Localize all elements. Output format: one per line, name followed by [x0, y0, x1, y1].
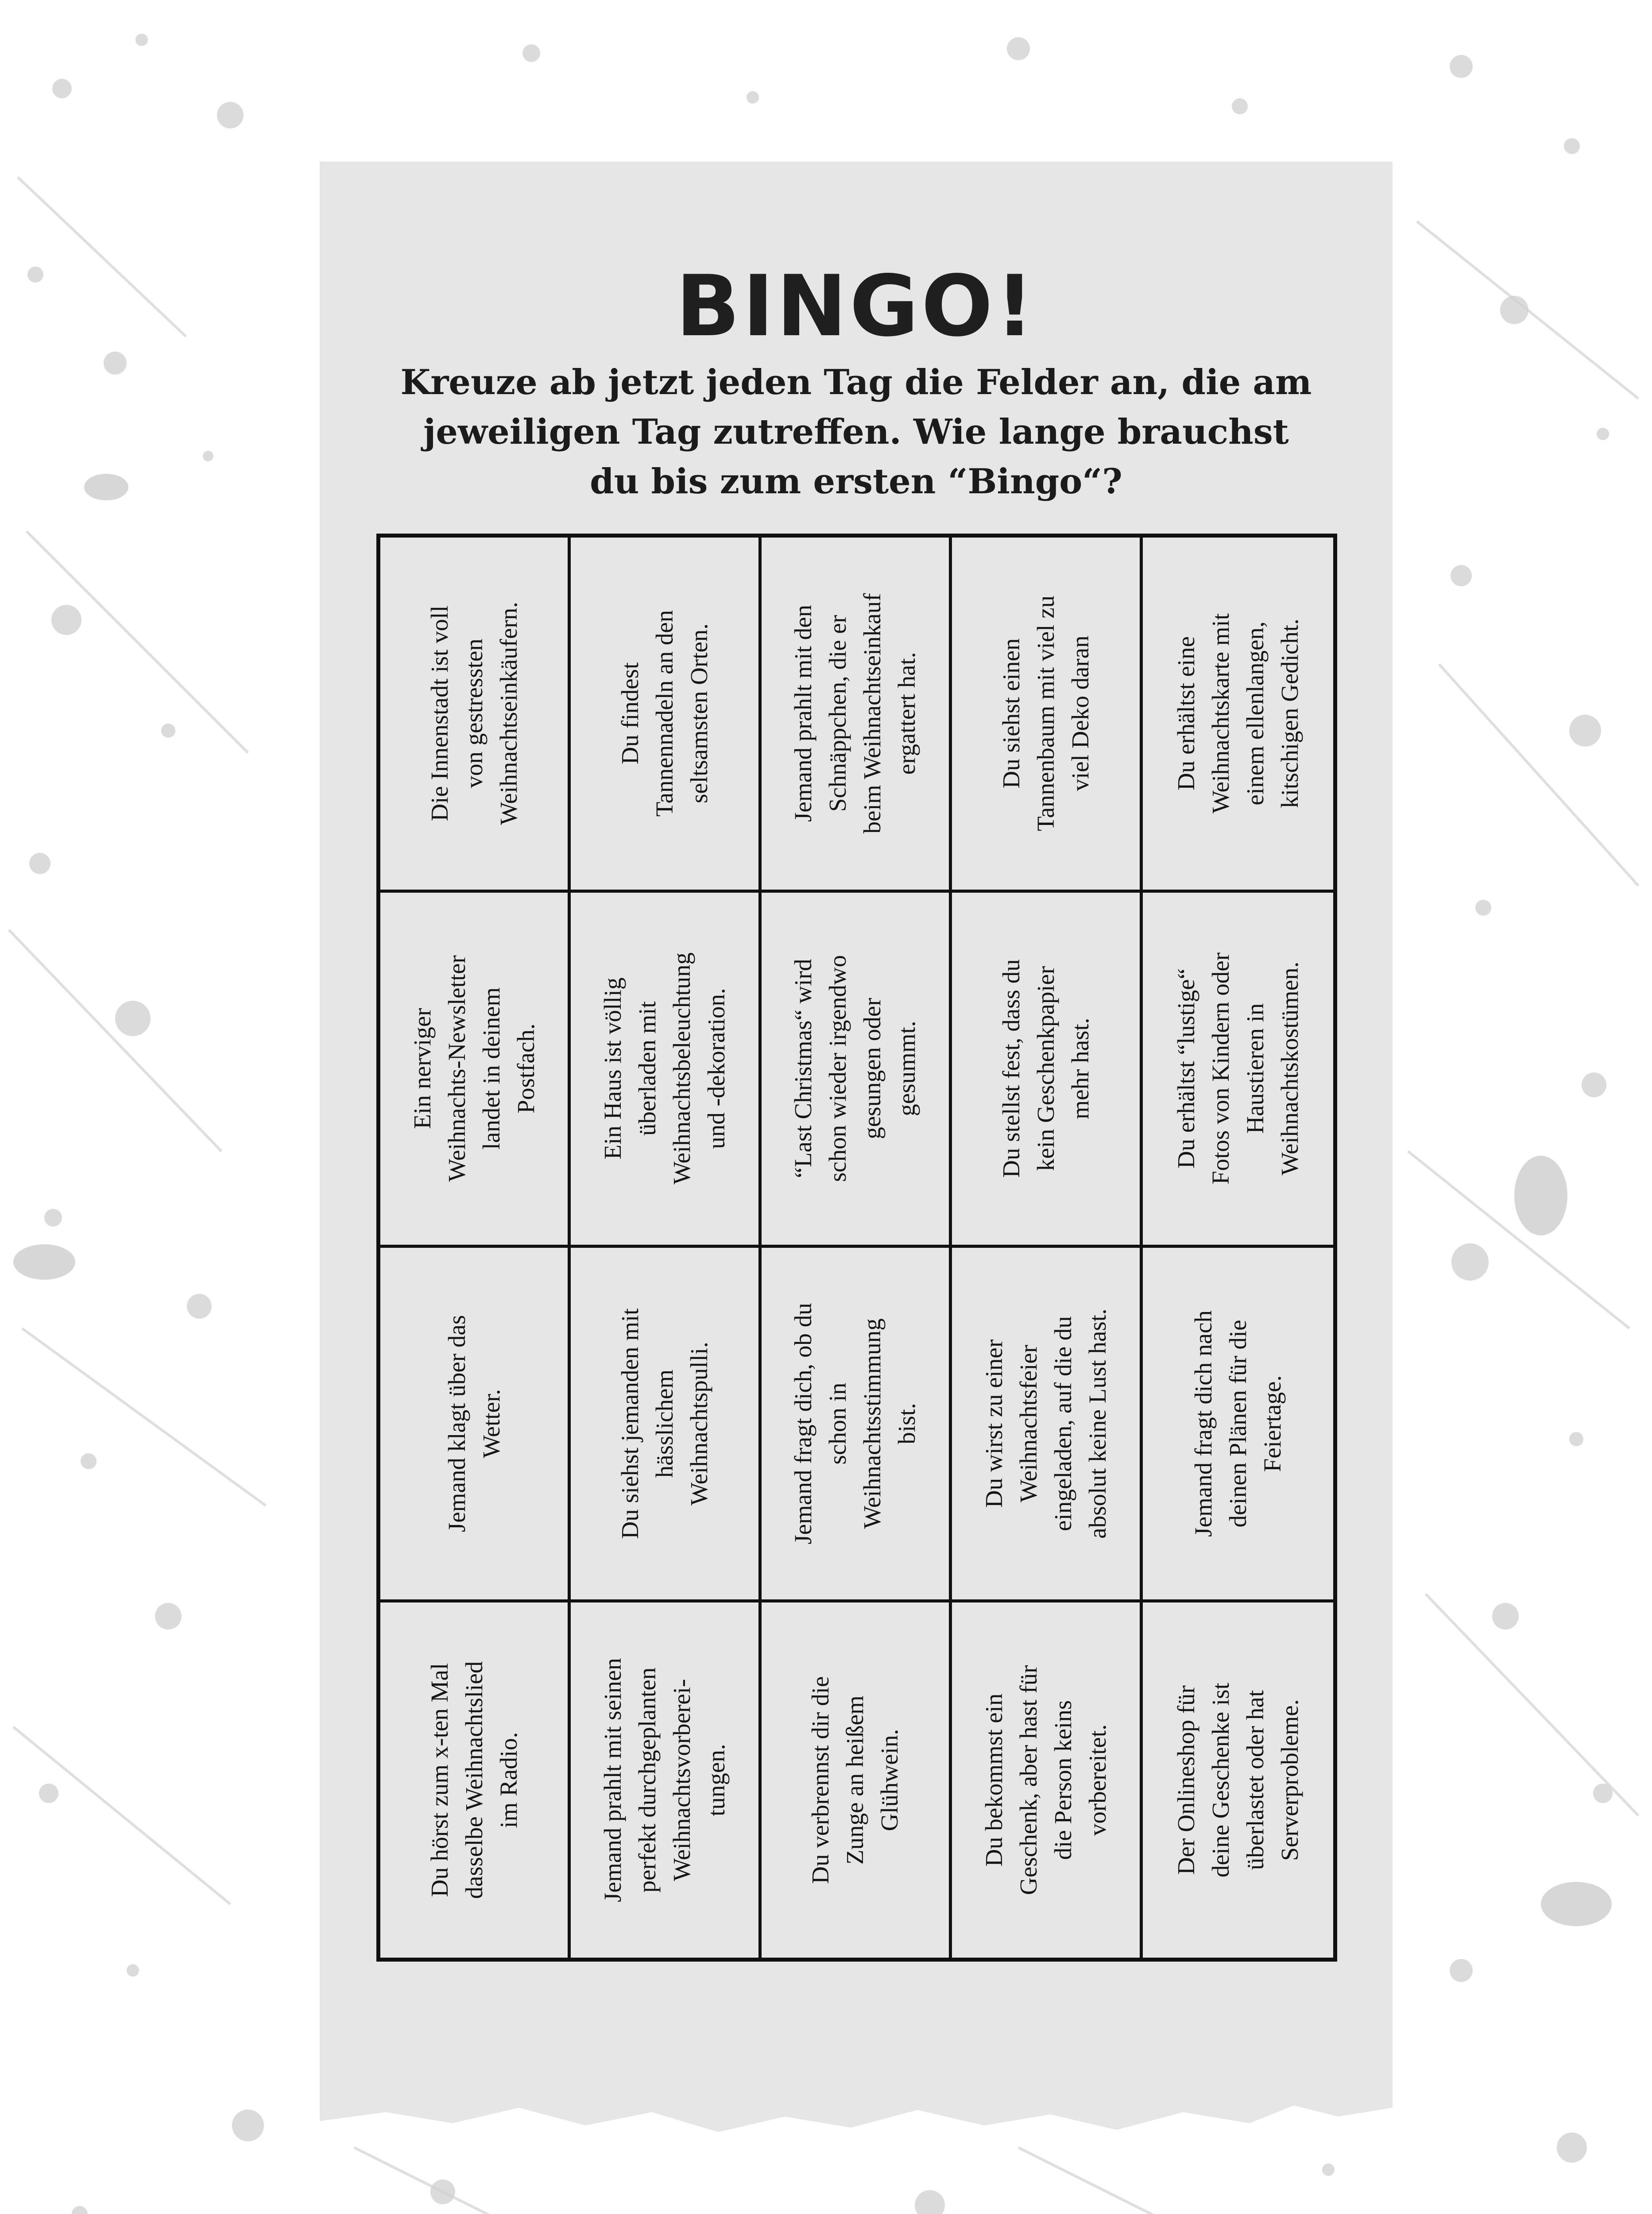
bingo-cell-text: Der Onlineshop für deine Geschenke ist überlastet oder hat Serverprobleme.	[1172, 1683, 1303, 1878]
instructions-text: Kreuze ab jetzt jeden Tag die Felder an, die am jeweiligen Tag zutreffen. Wie lange brauchst du bis zum ersten “Bingo“?	[400, 362, 1312, 502]
bingo-cell-text: Du erhältst eine Weihnachtskarte mit einem ellenlangen, kitschigen Gedicht.	[1172, 613, 1303, 814]
bingo-cell[interactable]	[571, 1248, 761, 1603]
bingo-cell-text: Du siehst jemanden mit hässlichem Weihnachtspulli.	[616, 1308, 713, 1539]
page-title: BINGO!	[676, 257, 1037, 356]
bingo-cell[interactable]	[952, 893, 1142, 1248]
bingo-cell[interactable]	[380, 538, 571, 893]
bingo-cell[interactable]	[380, 1248, 571, 1603]
bingo-cell[interactable]	[1143, 893, 1333, 1248]
bingo-cell[interactable]	[762, 893, 952, 1248]
bingo-cell[interactable]	[571, 893, 761, 1248]
bingo-cell[interactable]	[571, 538, 761, 893]
bingo-cell-text: Du erhältst “lustige“ Fotos von Kindern oder Haustieren in Weihnachtskostümen.	[1172, 952, 1303, 1185]
bingo-cell-text: Du verbrennst dir die Zunge an heißem Glühwein.	[807, 1676, 903, 1884]
bingo-cell[interactable]	[1143, 1602, 1333, 1958]
bingo-cell-text: Du hörst zum x-ten Mal dasselbe Weihnachtslied im Radio.	[426, 1661, 522, 1899]
bingo-cell-text: Jemand fragt dich, ob du schon in Weihnachtsstimmung bist.	[789, 1303, 921, 1544]
bingo-cell[interactable]	[1143, 538, 1333, 893]
bingo-cell[interactable]	[380, 893, 571, 1248]
bingo-cell-text: Jemand prahlt mit seinen perfekt durchgeplanten Weihnachtsvorberei- tungen.	[599, 1658, 730, 1902]
bingo-cell[interactable]	[952, 1248, 1142, 1603]
bingo-cell-text: Ein Haus ist völlig überladen mit Weihnachtsbeleuchtung und -dekoration.	[599, 952, 730, 1185]
bingo-cell[interactable]	[762, 1602, 952, 1958]
bingo-cell-text: Du bekommst ein Geschenk, aber hast für die Person keins vorbereitet.	[980, 1665, 1111, 1895]
bingo-cell[interactable]	[762, 538, 952, 893]
bingo-cell[interactable]	[952, 1602, 1142, 1958]
bingo-grid	[376, 534, 1337, 1962]
bingo-cell[interactable]	[571, 1602, 761, 1958]
bingo-cell-text: “Last Christmas“ wird schon wieder irgendwo gesungen oder gesummt.	[789, 955, 921, 1182]
bingo-cell-text: Jemand klagt über das Wetter.	[443, 1315, 505, 1533]
bingo-cell-text: Du stellst fest, dass du kein Geschenkpapier mehr hast.	[997, 959, 1094, 1178]
bingo-cell[interactable]	[1143, 1248, 1333, 1603]
bingo-cell-text: Du findest Tannennadeln an den seltsamsten Orten.	[616, 610, 713, 817]
bingo-cell-text: Du siehst einen Tannenbaum mit viel zu viel Deko daran	[997, 596, 1094, 832]
bingo-cell[interactable]	[952, 538, 1142, 893]
bingo-cell-text: Jemand fragt dich nach deinen Plänen für die Feiertage.	[1189, 1310, 1286, 1537]
bingo-cell-text: Du wirst zu einer Weihnachtsfeier eingeladen, auf die du absolut keine Lust hast.	[980, 1308, 1111, 1539]
bingo-cell-text: Jemand prahlt mit den Schnäppchen, die er beim Weihnachtseinkauf ergattert hat.	[789, 593, 921, 834]
bingo-cell-text: Ein nerviger Weihnachts-Newsletter landet in deinem Postfach.	[408, 955, 539, 1182]
torn-paper-edge	[320, 2081, 1393, 2148]
bingo-cell-text: Die Innenstadt ist voll von gestressten Weihnachtseinkäufern.	[426, 602, 522, 825]
bingo-cell[interactable]	[762, 1248, 952, 1603]
bingo-cell[interactable]	[380, 1602, 571, 1958]
